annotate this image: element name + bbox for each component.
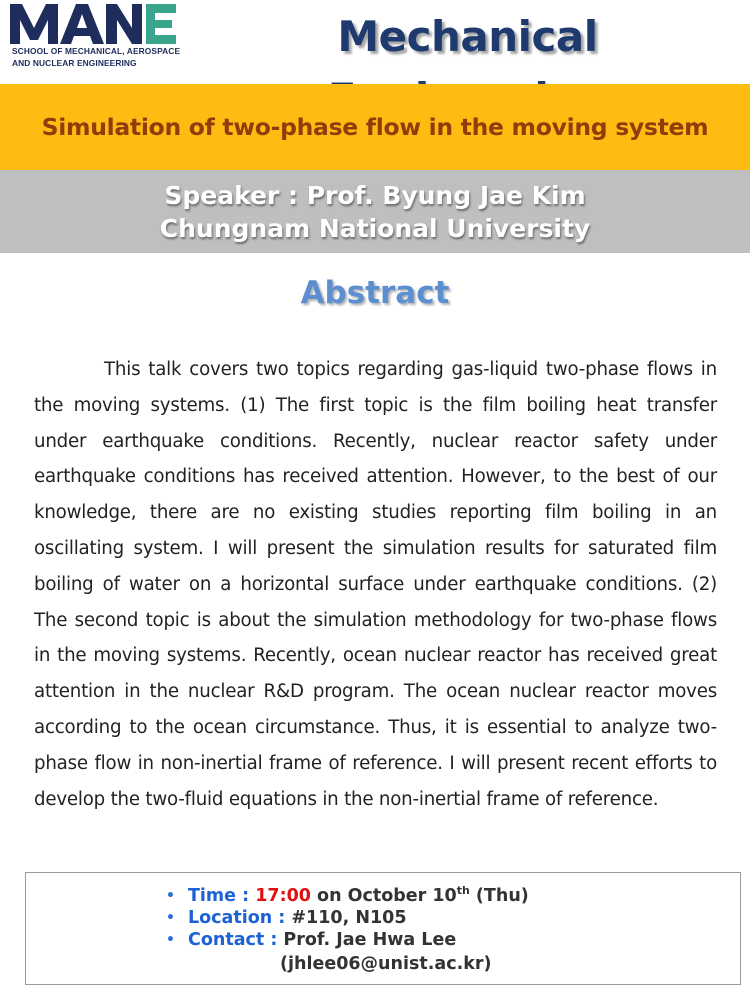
logo-subtitle-line1: SCHOOL OF MECHANICAL, AEROSPACE bbox=[12, 46, 181, 56]
speaker-name: Speaker : Prof. Byung Jae Kim bbox=[164, 180, 586, 210]
speaker-affiliation: Chungnam National University bbox=[159, 213, 591, 243]
location-value: #110, N105 bbox=[291, 908, 407, 928]
mane-logo bbox=[8, 2, 180, 72]
mane-logo-mark bbox=[8, 2, 180, 46]
date-day: (Thu) bbox=[469, 886, 529, 906]
location-label: Location : bbox=[188, 908, 292, 928]
contact-name: Prof. Jae Hwa Lee bbox=[283, 930, 457, 950]
event-info-list bbox=[164, 885, 529, 951]
title-band bbox=[0, 84, 750, 170]
time-label: Time : bbox=[188, 886, 256, 906]
time-value: 17:00 bbox=[255, 886, 311, 906]
logo-subtitle-line2: AND NUCLEAR ENGINEERING bbox=[12, 58, 137, 68]
speaker-band bbox=[0, 170, 750, 253]
department-title: Mechanical bbox=[337, 12, 598, 61]
abstract-heading: Abstract bbox=[300, 275, 450, 311]
bullet-icon: • bbox=[166, 932, 175, 948]
abstract-body: This talk covers two topics regarding gas-liquid two-phase flows in the moving systems. (1) The first topic is the film boiling heat transfer under earthquake conditions. Recently, nuclear reactor safety under earthquake conditions has received attention. However, to the best of our knowledge, there are no existing studies reporting film boiling in an oscillating system. I will present the simulation results for saturated film boiling of water on a horizontal surface under earthquake conditions. (2) The second topic is about the simulation methodology for two-phase flows in the moving systems. Recently, ocean nuclear reactor has received great attention in the nuclear R&D program. The ocean nuclear reactor moves according to the ocean circumstance. Thus, it is essential to analyze two-phase flow in non-inertial frame of reference. I will present recent efforts to develop the two-fluid equations in the non-inertial frame of reference. bbox=[34, 359, 717, 810]
bullet-icon: • bbox=[166, 910, 175, 926]
date-prefix: on October 10 bbox=[310, 886, 457, 906]
bullet-icon: • bbox=[166, 888, 175, 904]
talk-title: Simulation of two-phase flow in the moving system bbox=[41, 113, 709, 141]
date-suffix: th bbox=[456, 884, 470, 898]
location-item bbox=[164, 907, 529, 929]
event-info-box bbox=[25, 872, 741, 985]
page-header bbox=[0, 0, 750, 84]
time-item bbox=[164, 885, 529, 907]
contact-label: Contact : bbox=[188, 930, 284, 950]
contact-email: (jhlee06@unist.ac.kr) bbox=[280, 954, 492, 974]
contact-item bbox=[164, 929, 529, 951]
